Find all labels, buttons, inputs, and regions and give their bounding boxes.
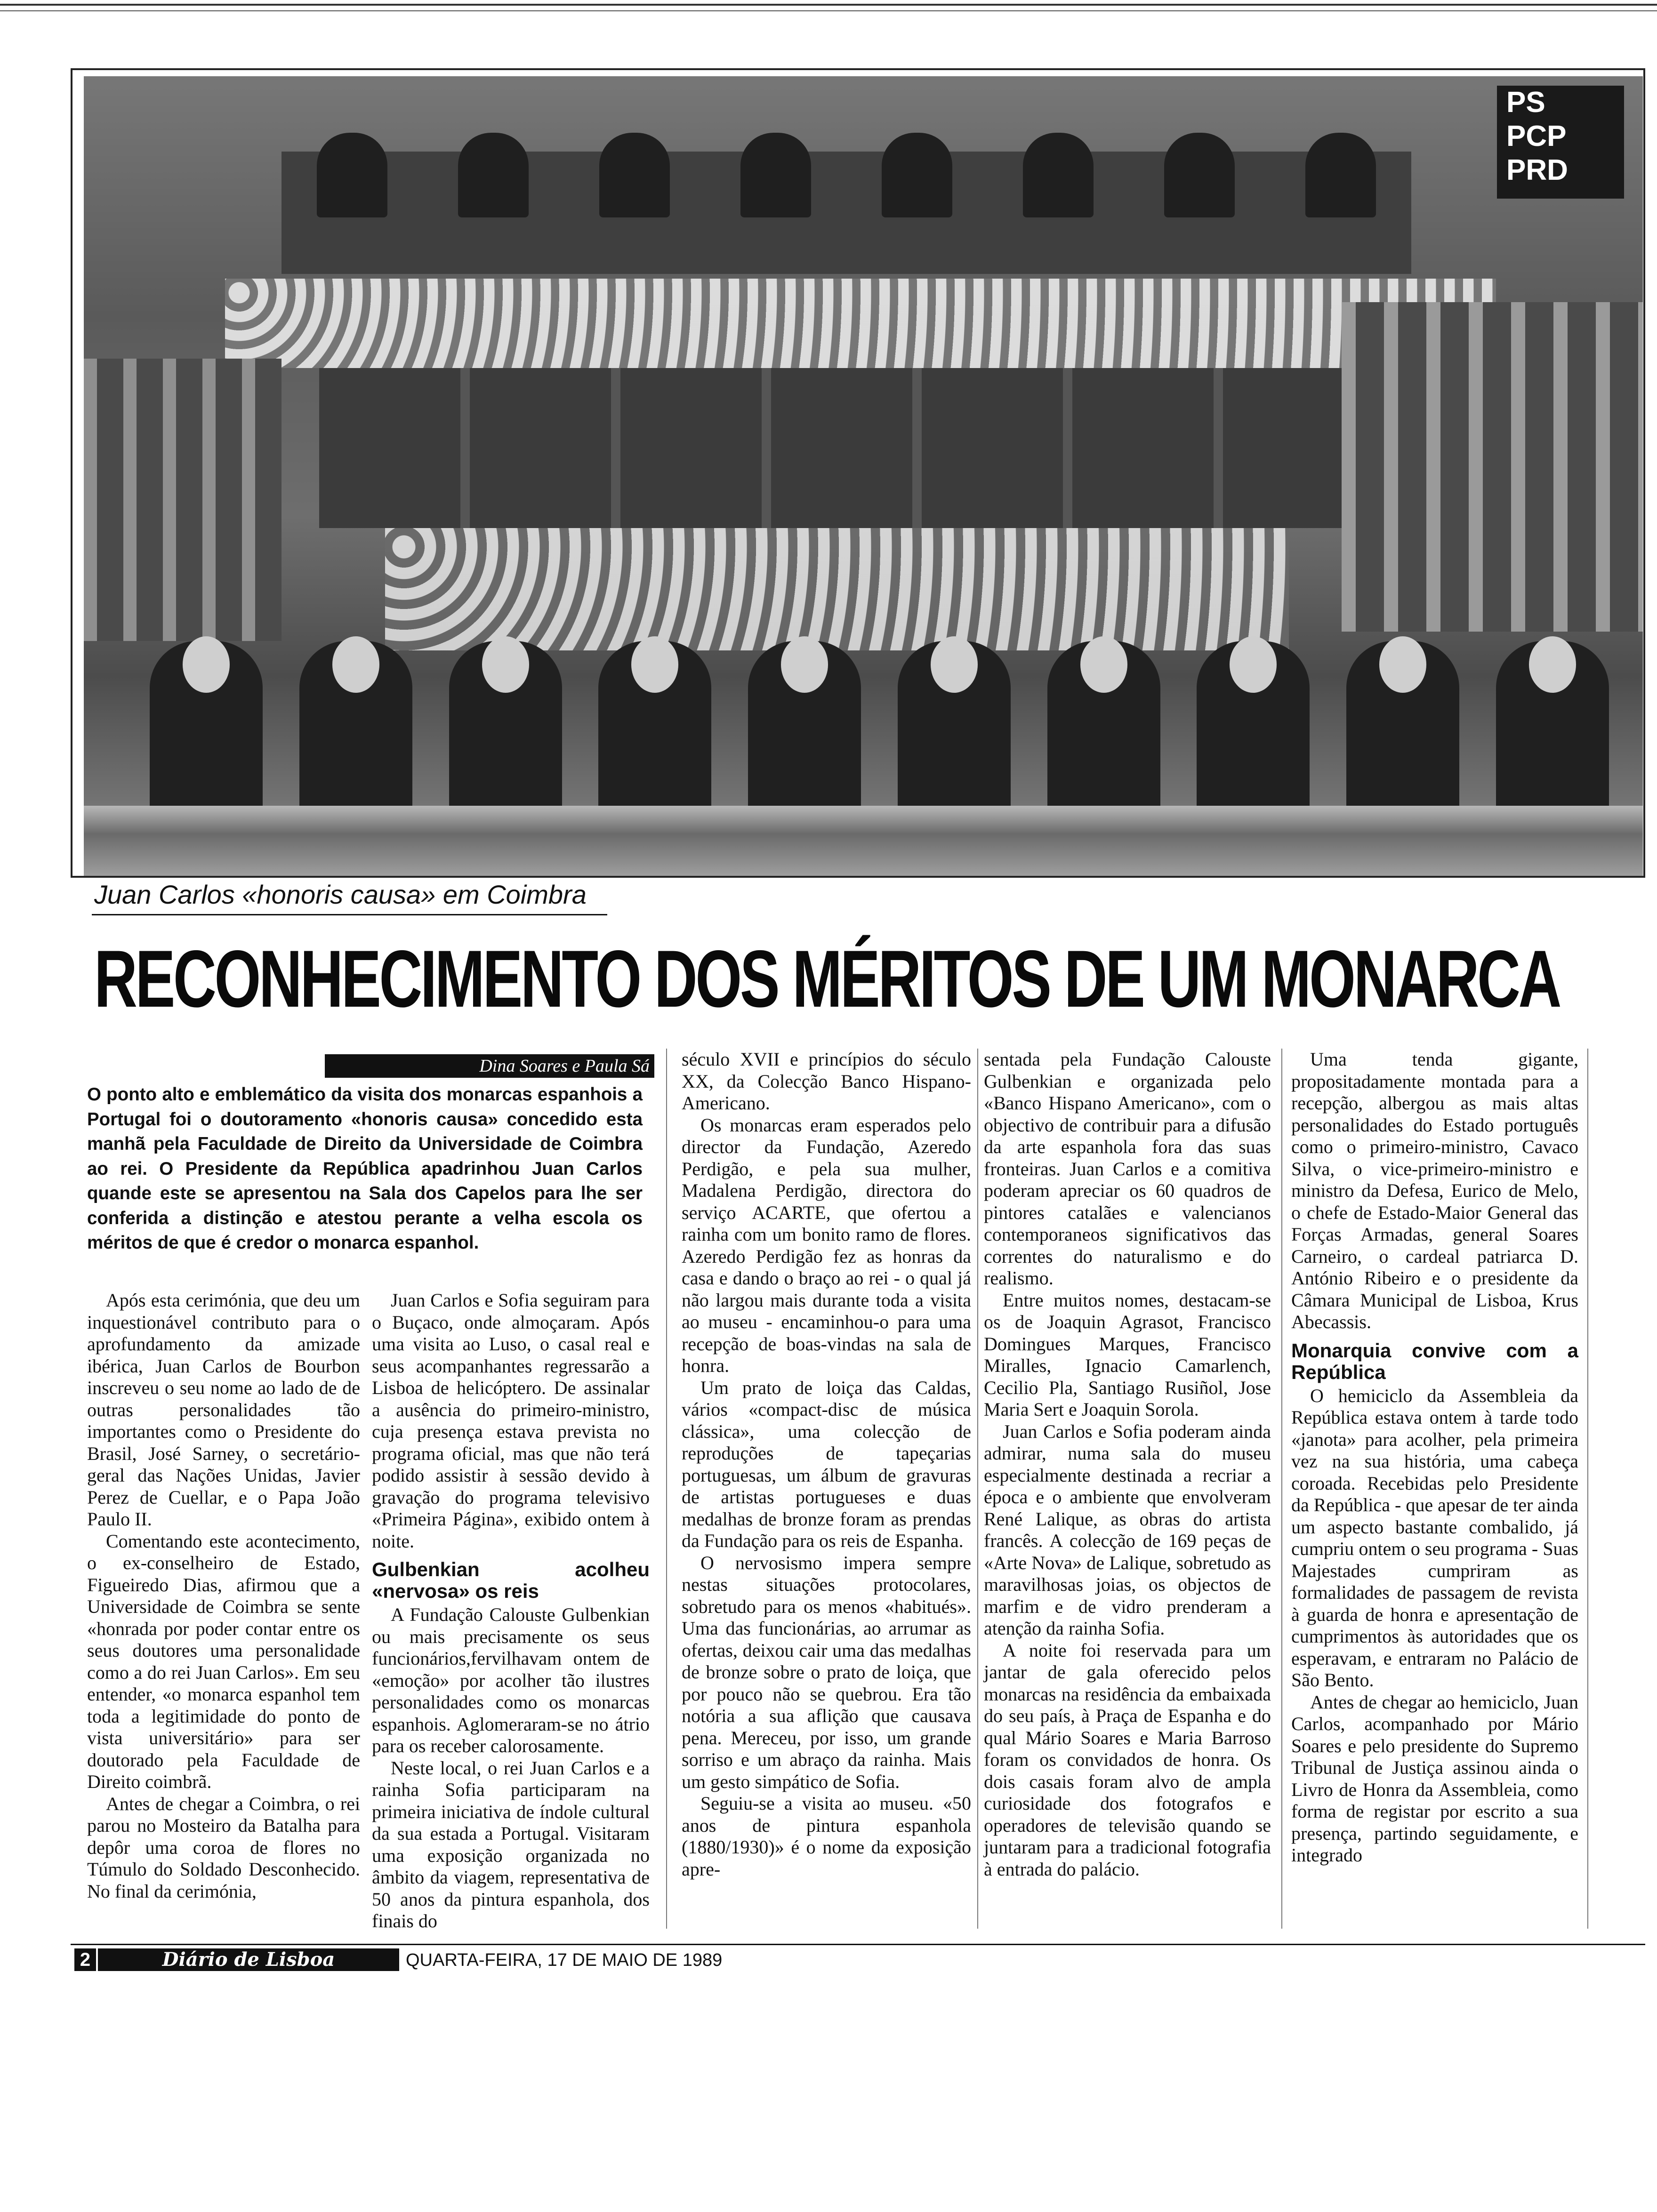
party-sign-line: PRD bbox=[1506, 154, 1568, 186]
paragraph: Seguiu-se a visita ao museu. «50 anos de pintura espanhola (1880/1930)» é o nome da exposição apre- bbox=[682, 1793, 971, 1880]
paragraph: Após esta cerimónia, que deu um inquestionável contributo para o aprofundamento da amizade ibérica, Juan Carlos de Bourbon inscreveu o seu nome ao lado de de outras personalidades tão importantes como o Presidente do Brasil, José Sarney, o secretário-geral das Nações Unidas, Javier Perez de Cuellar, e o Papa João Paulo II. bbox=[87, 1290, 360, 1530]
paragraph: Uma tenda gigante, propositadamente montada para a recepção, albergou as mais altas personalidades do Estado português como o primeiro-ministro, Cavaco Silva, o vice-primeiro-ministro e ministro da Defesa, Eurico de Melo, o chefe de Estado-Maior General das Forças Armadas, general Soares Carneiro, o cardeal patriarca D. António Ribeiro e o presidente da Câmara Municipal de Lisboa, Krus Abecassis. bbox=[1291, 1049, 1578, 1332]
headline: RECONHECIMENTO DOS MÉRITOS DE UM MONARCA bbox=[94, 934, 1560, 1024]
lead-paragraph: O ponto alto e emblemático da visita dos monarcas espanhois a Portugal foi o doutoramento «honoris causa» concedido esta manhã pela Faculdade de Direito da Universidade de Coimbra ao rei. O Presidente da República apadrinhou Juan Carlos quande este se apresentou na Sala dos Capelos para lhe ser conferida a distinção e atestou perante a velha escola os méritos de que é credor o monarca espanhol. bbox=[87, 1084, 643, 1253]
paragraph: Neste local, o rei Juan Carlos e a rainha Sofia participaram na primeira iniciativa de índole cultural da sua estada a Portugal. Visitaram uma exposição organizada no âmbito da viagem, representativa de 50 anos da pintura espanhola, dos finais do bbox=[372, 1757, 650, 1931]
paragraph: O nervosismo impera sempre nestas situações protocolares, sobretudo para os menos «habitués». Uma das funcionárias, ao arrumar as ofertas, deixou cair uma das medalhas de bronze sobre o prato de loiça, que por pouco não se quebrou. Era tão notória a sua aflição que causava pena. Mereceu, por isso, um grande sorriso e um abraço da rainha. Mais um gesto simpático de Sofia. bbox=[682, 1552, 971, 1792]
paragraph: A noite foi reservada para um jantar de gala oferecido pelos monarcas na residência da embaixada do seu país, à Praça de Espanha e do qual Mário Soares e Maria Barroso foram os convidados de honra. Os dois casais foram alvo de ampla curiosidade dos fotografos e operadores de televisão quando se juntaram para a tradicional fotografia à entrada do palácio. bbox=[984, 1639, 1271, 1880]
paragraph: A Fundação Calouste Gulbenkian ou mais precisamente os seus funcionários,fervilhavam ontem de «emoção» por acolher tão ilustres personalidades como os monarcas espanhois. Aglomeraram-se no átrio para os receber calorosamente. bbox=[372, 1604, 650, 1756]
top-rule-secondary bbox=[0, 10, 1657, 11]
column-divider bbox=[1587, 1049, 1588, 1929]
byline: Dina Soares e Paula Sá bbox=[479, 1056, 650, 1076]
paragraph: Juan Carlos e Sofia poderam ainda admirar, numa sala do museu especialmente destinada a recriar a época e o ambiente que envolveram René Lalique, as obras do artista francês. A colecção de 169 peças de «Arte Nova» de Lalique, sobretudo as maravilhosas joias, os objectos de marfim e de vidro prenderam a atenção da rainha Sofia. bbox=[984, 1420, 1271, 1639]
paragraph: Comentando este acontecimento, o ex-conselheiro de Estado, Figueiredo Dias, afirmou que a Universidade de Coimbra se sente «honrada por poder contar entre os seus doutores uma personalidade como a do rei Juan Carlos». Em seu entender, «o monarca espanhol tem toda a legitimidade do ponto de vista universitário» para ser doutorado pela Faculdade de Direito coimbrã. bbox=[87, 1530, 360, 1792]
paragraph: Um prato de loiça das Caldas, vários «compact-disc de música clássica», uma colecção de reproduções de tapeçarias portuguesas, um álbum de gravuras de artistas portugueses e duas medalhas de bronze foram as prendas da Fundação para os reis de Espanha. bbox=[682, 1377, 971, 1551]
paragraph: O hemiciclo da Assembleia da República estava ontem à tarde todo «janota» para acolher, pela primeira vez na sua história, uma cabeça coroada. Recebidas pelo Presidente da República - que apesar de ter ainda um aspecto bastante combalido, já cumpriu ontem o seu programa - Suas Majestades cumpriram as formalidades de passagem de revista à guarda de honra e apresentação de cumprimentos às autoridades que os esperavam, e entraram no Palácio de São Bento. bbox=[1291, 1385, 1578, 1691]
paragraph: Antes de chegar a Coimbra, o rei parou no Mosteiro da Batalha para depôr uma coroa de flores no Túmulo do Soldado Desconhecido. No final da cerimónia, bbox=[87, 1793, 360, 1902]
article-column-1 bbox=[87, 1290, 360, 1902]
article-column-3 bbox=[682, 1049, 971, 1880]
issue-date: QUARTA-FEIRA, 17 DE MAIO DE 1989 bbox=[406, 1950, 723, 1970]
article-column-4 bbox=[984, 1049, 1271, 1880]
top-rule bbox=[0, 4, 1657, 6]
paragraph: Os monarcas eram esperados pelo director da Fundação, Azeredo Perdigão, e pela sua mulher, Madalena Perdigão, directora do serviço ACARTE, que ofertou a rainha com um bonito ramo de flores. Azeredo Perdigão fez as honras da casa e dando o braço ao rei - o qual já não largou mais durante toda a visita ao museu - encaminhou-o para uma recepção de boas-vindas na sala de honra. bbox=[682, 1114, 971, 1376]
party-sign-line: PS bbox=[1506, 86, 1545, 119]
article-column-5 bbox=[1291, 1049, 1578, 1867]
party-sign-line: PCP bbox=[1506, 120, 1567, 152]
subheading-monarquia: Monarquia convive com a República bbox=[1291, 1339, 1578, 1383]
masthead-logo: Diário de Lisboa bbox=[98, 1948, 399, 1971]
article-column-2 bbox=[372, 1290, 650, 1932]
paragraph: sentada pela Fundação Calouste Gulbenkian e organizada pelo «Banco Hispano Americano», com o objectivo de contribuir para a difusão da arte espanhola fora das suas fronteiras. Juan Carlos e a comitiva poderam apreciar os 60 quadros de pintores catalães e valencianos contemporaneos significativos das correntes do naturalismo e do realismo. bbox=[984, 1049, 1271, 1289]
paragraph: século XVII e princípios do século XX, da Colecção Banco Hispano-Americano. bbox=[682, 1049, 971, 1114]
caption-rule bbox=[92, 914, 607, 915]
paragraph: Juan Carlos e Sofia seguiram para o Buçaco, onde almoçaram. Após uma visita ao Luso, o casal real e seus acompanhantes regressarão a Lisboa de helicóptero. De assinalar a ausência do primeiro-ministro, cuja presença estava prevista no programa oficial, mas que não terá podido assistir à sessão devido à gravação do programa televisivo «Primeira Página», exibido ontem à noite. bbox=[372, 1290, 650, 1552]
paragraph: Antes de chegar ao hemiciclo, Juan Carlos, acompanhado por Mário Soares e pelo presidente do Supremo Tribunal de Justiça assinou ainda o Livro de Honra da Assembleia, como forma de registar por escrito a sua presença, partindo seguidamente, e integrado bbox=[1291, 1691, 1578, 1866]
column-divider bbox=[666, 1049, 667, 1929]
footer-rule bbox=[71, 1944, 1645, 1945]
photo-caption: Juan Carlos «honoris causa» em Coimbra bbox=[94, 880, 587, 909]
page-number: 2 bbox=[74, 1948, 96, 1971]
photo-frame bbox=[71, 68, 1645, 878]
column-divider bbox=[977, 1049, 978, 1929]
subheading-gulbenkian: Gulbenkian acolheu «nervosa» os reis bbox=[372, 1558, 650, 1602]
column-divider bbox=[1281, 1049, 1282, 1929]
paragraph: Entre muitos nomes, destacam-se os de Joaquin Agrasot, Francisco Domingues Marques, Francisco Miralles, Ignacio Camarlench, Cecilio Pla, Santiago Rusiñol, Jose Maria Sert e Joaquin Sorola. bbox=[984, 1289, 1271, 1420]
